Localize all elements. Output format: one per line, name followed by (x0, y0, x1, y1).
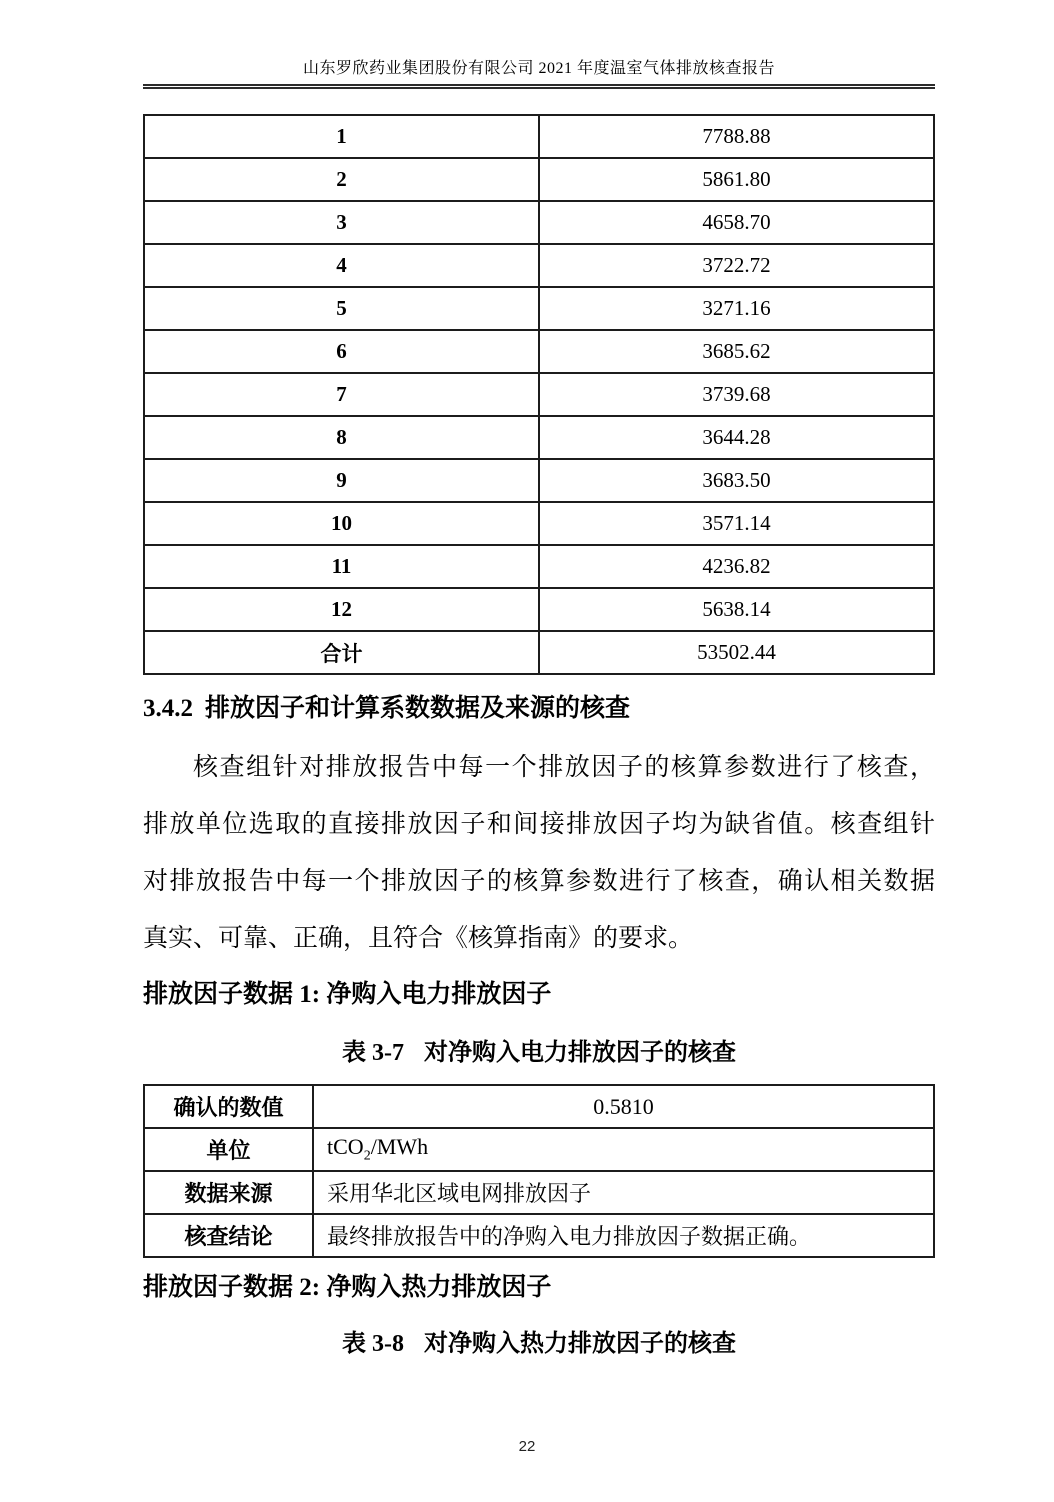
table-3-7-caption-number: 表 3-7 (342, 1040, 404, 1066)
value-cell: 3685.62 (539, 330, 934, 373)
value-cell: 3739.68 (539, 373, 934, 416)
month-cell: 8 (144, 416, 539, 459)
factor1-heading: 排放因子数据 1: 净购入电力排放因子 (143, 981, 552, 1008)
row-value-cell (313, 1128, 934, 1171)
row-value-cell: 采用华北区域电网排放因子 (313, 1171, 934, 1214)
table-row (144, 1214, 934, 1257)
unit-prefix: tCO (327, 1134, 364, 1160)
value-cell: 3571.14 (539, 502, 934, 545)
month-cell: 10 (144, 502, 539, 545)
total-label-cell: 合计 (144, 631, 539, 674)
value-cell: 7788.88 (539, 115, 934, 158)
table-row (144, 1128, 934, 1171)
electricity-factor-table (143, 1084, 935, 1258)
table-3-8-caption-title: 对净购入热力排放因子的核查 (424, 1331, 736, 1357)
table-3-8-caption (143, 1328, 935, 1360)
table-row (144, 502, 934, 545)
month-cell: 12 (144, 588, 539, 631)
table-row (144, 115, 934, 158)
table-3-7-caption (143, 1037, 935, 1069)
paragraph-line: 真实、可靠、正确，且符合《核算指南》的要求。 (143, 925, 694, 952)
month-cell: 2 (144, 158, 539, 201)
row-value-cell: 0.5810 (313, 1085, 934, 1128)
monthly-emissions-table (143, 114, 935, 675)
month-cell: 1 (144, 115, 539, 158)
value-cell: 3644.28 (539, 416, 934, 459)
report-title: 山东罗欣药业集团股份有限公司 2021 年度温室气体排放核查报告 (302, 60, 775, 77)
value-cell: 4658.70 (539, 201, 934, 244)
value-cell: 3271.16 (539, 287, 934, 330)
row-label-cell: 确认的数值 (144, 1085, 313, 1128)
paragraph-line: 核查组针对排放报告中每一个排放因子的核算参数进行了核查， (193, 754, 935, 781)
table-row (144, 201, 934, 244)
table-row (144, 330, 934, 373)
table-row (144, 1085, 934, 1128)
unit-subscript: 2 (363, 1148, 371, 1164)
table-3-8-caption-number: 表 3-8 (342, 1331, 404, 1357)
month-cell: 6 (144, 330, 539, 373)
table-row (144, 588, 934, 631)
month-cell: 3 (144, 201, 539, 244)
month-cell: 11 (144, 545, 539, 588)
table-row (144, 373, 934, 416)
value-cell: 4236.82 (539, 545, 934, 588)
header-rule (143, 84, 935, 89)
paragraph-line: 对排放报告中每一个排放因子的核算参数进行了核查，确认相关数据 (143, 868, 935, 895)
table-row (144, 287, 934, 330)
table-row (144, 1171, 934, 1214)
table-row (144, 545, 934, 588)
table-row (144, 158, 934, 201)
row-label-cell: 单位 (144, 1128, 313, 1171)
month-cell: 4 (144, 244, 539, 287)
table-3-7-caption-title: 对净购入电力排放因子的核查 (424, 1040, 736, 1066)
value-cell: 5861.80 (539, 158, 934, 201)
value-cell: 5638.14 (539, 588, 934, 631)
running-header (143, 0, 935, 89)
factor2-heading: 排放因子数据 2: 净购入热力排放因子 (143, 1274, 552, 1301)
unit-suffix: /MWh (370, 1134, 429, 1160)
paragraph-line: 排放单位选取的直接排放因子和间接排放因子均为缺省值。核查组针 (143, 811, 935, 838)
table-row (144, 459, 934, 502)
body-paragraph (143, 739, 935, 967)
page-number: 22 (518, 1438, 536, 1455)
total-value-cell: 53502.44 (539, 631, 934, 674)
month-cell: 9 (144, 459, 539, 502)
value-cell: 3722.72 (539, 244, 934, 287)
table-row (144, 416, 934, 459)
value-cell: 3683.50 (539, 459, 934, 502)
row-value-cell: 最终排放报告中的净购入电力排放因子数据正确。 (313, 1214, 934, 1257)
table-total-row (144, 631, 934, 674)
section-number: 3.4.2 (143, 695, 193, 722)
section-title: 排放因子和计算系数数据及来源的核查 (205, 695, 631, 722)
table-row (144, 244, 934, 287)
month-cell: 7 (144, 373, 539, 416)
row-label-cell: 核查结论 (144, 1214, 313, 1257)
month-cell: 5 (144, 287, 539, 330)
row-label-cell: 数据来源 (144, 1171, 313, 1214)
section-heading (143, 693, 935, 725)
